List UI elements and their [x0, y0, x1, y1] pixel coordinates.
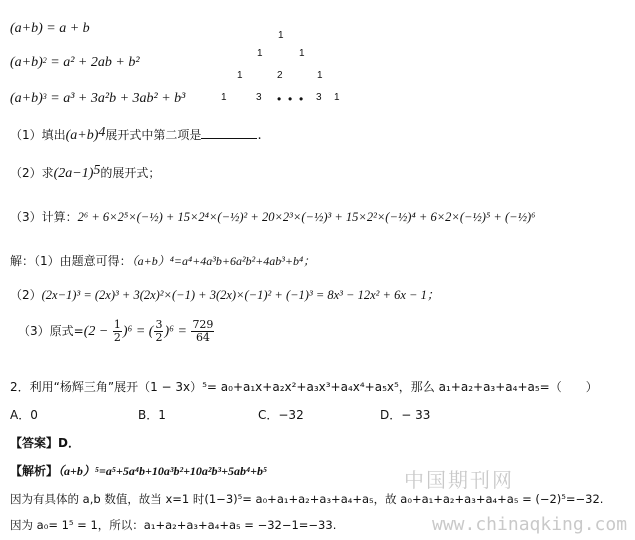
question-3	[10, 208, 535, 227]
pascal-cell: 1	[221, 92, 227, 103]
q2-exp: 5	[93, 163, 101, 178]
pascal-cell: 3	[256, 92, 262, 103]
problem-2-stem: 2．利用“杨辉三角”展开（1 − 3x）⁵= a₀+a₁x+a₂x²+a₃x³+a₄x⁴+a₅x⁵，那么 a₁+a₂+a₃+a₄+a₅=（ ）	[10, 380, 598, 394]
analysis	[10, 462, 267, 481]
fraction: $\frac{729}{64}$	[192, 318, 214, 344]
s2-expr: (2x−1)³ = (2x)³ + 3(2x)²×(−1) + 3(2x)×(−1)² + (−1)³ = 8x³ − 12x² + 6x − 1；	[41, 288, 440, 302]
q1-prefix: （1）填出	[10, 128, 66, 142]
formula-lhs: (a+b)	[10, 21, 43, 36]
q1-suffix: 展开式中第二项是	[105, 128, 202, 142]
solution-3	[18, 316, 215, 347]
watermark-url: www.chinaqking.com	[432, 514, 628, 535]
q1-exp: 4	[98, 125, 106, 140]
watermark-cn: 中国期刊网	[404, 468, 514, 492]
option-a: A．0	[10, 408, 38, 422]
answer-blank	[201, 128, 257, 139]
s3-label: （3）原式=	[18, 324, 84, 338]
option-b: B．1	[138, 408, 166, 422]
analysis-line-2: 因为 a₀= 1⁵ = 1，所以：a₁+a₂+a₃+a₄+a₅ = −32−1=−33.	[10, 518, 337, 532]
pascal-cell: 1	[278, 30, 284, 41]
formula-rhs: = a² + 2ab + b²	[50, 55, 140, 70]
pascal-cell: 1	[299, 48, 305, 59]
pascal-cell: 1	[257, 48, 263, 59]
s3-mid: )⁶ = (	[122, 324, 154, 339]
solution-2	[10, 286, 439, 305]
pascal-dot: •	[299, 92, 304, 106]
q3-expr: 2⁶ + 6×2⁵×(−½) + 15×2⁴×(−½)² + 20×2³×(−½)³ + 15×2²×(−½)⁴ + 6×2×(−½)⁵ + (−½)⁶	[77, 210, 536, 224]
pascal-cell: 1	[317, 70, 323, 81]
option-d: D．− 33	[380, 408, 431, 422]
formula-exp: 2	[42, 56, 47, 65]
fraction: $\frac{3}{2}$	[155, 318, 163, 344]
solution-1	[10, 252, 315, 271]
question-2	[10, 164, 160, 183]
analysis-label: 【解析】	[10, 464, 59, 478]
s1-expr: （a+b）⁴=a⁴+4a³b+6a²b²+4ab³+b⁴；	[131, 254, 316, 268]
pascal-cell: 1	[334, 92, 340, 103]
option-c: C．−32	[258, 408, 304, 422]
pascal-cell: 1	[237, 70, 243, 81]
fraction: $\frac{1}{2}$	[113, 318, 121, 344]
pascal-dot: •	[288, 92, 293, 106]
formula-rhs: = a + b	[46, 21, 90, 36]
analysis-line-1: 因为有具体的 a,b 数值，故当 x=1 时(1−3)⁵= a₀+a₁+a₂+a₃+a₄+a₅，故 a₀+a₁+a₂+a₃+a₄+a₅ = (−2)⁵=−32.	[10, 492, 604, 506]
s2-label: （2）	[10, 288, 42, 302]
q2-suffix: 的展开式；	[100, 166, 161, 180]
formula-3	[10, 90, 185, 108]
formula-lhs: (a+b)	[10, 55, 43, 70]
q1-end: .	[257, 128, 262, 143]
q2-prefix: （2）求	[10, 166, 54, 180]
s3-lhs: (2 −	[83, 324, 112, 339]
q1-expr: (a+b)	[65, 128, 99, 143]
analysis-expr: （a+b）⁵=a⁵+5a⁴b+10a³b²+10a²b³+5ab⁴+b⁵	[58, 464, 268, 478]
formula-rhs: = a³ + 3a²b + 3ab² + b³	[50, 91, 186, 106]
q3-prefix: （3）计算：	[10, 210, 78, 224]
answer: 【答案】D．	[10, 436, 80, 450]
pascal-cell: 3	[316, 92, 322, 103]
s1-label: 解：（1）由题意可得：	[10, 254, 132, 268]
s3-mid2: )⁶ =	[164, 324, 191, 339]
formula-1	[10, 20, 90, 38]
question-1	[10, 126, 262, 145]
formula-exp: 3	[42, 92, 47, 101]
pascal-dot: •	[277, 92, 282, 106]
formula-lhs: (a+b)	[10, 91, 43, 106]
pascal-cell: 2	[277, 70, 283, 81]
q2-expr: (2a−1)	[53, 166, 94, 181]
formula-2	[10, 54, 140, 72]
